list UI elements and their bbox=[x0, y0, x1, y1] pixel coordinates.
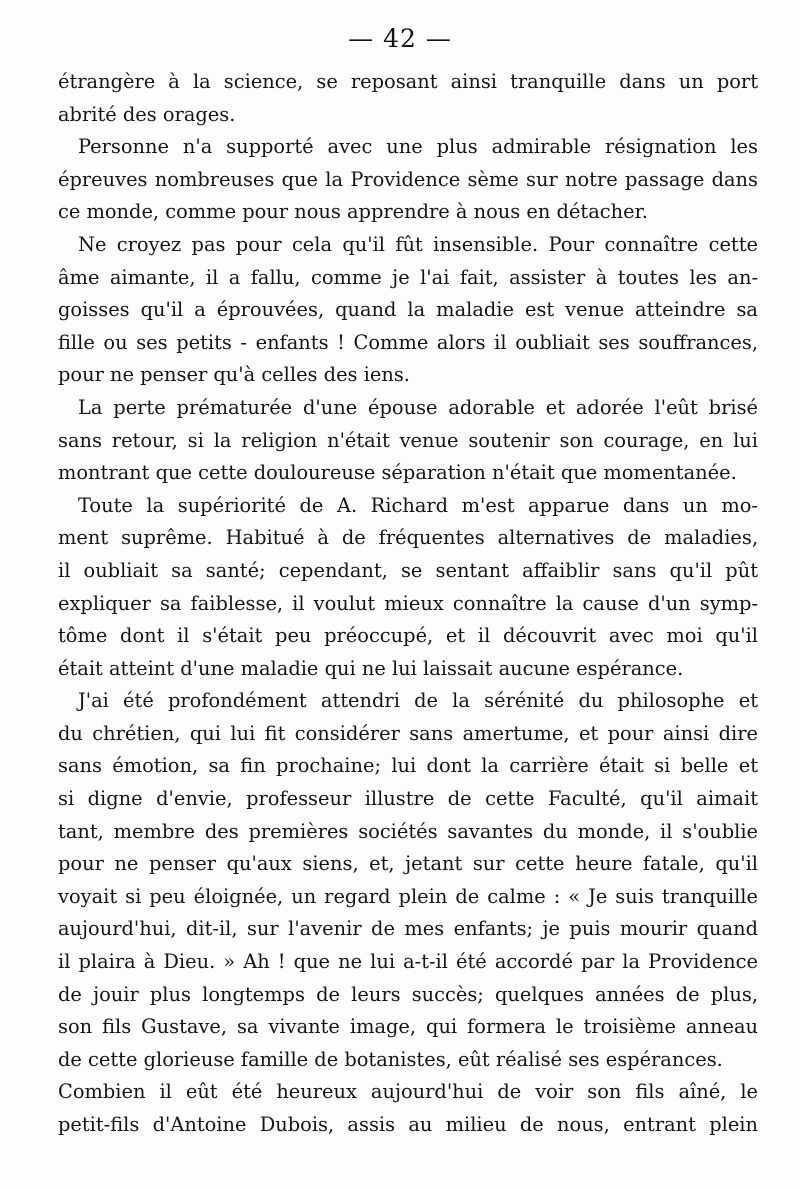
text-line: ment suprême. Habitué à de fréquentes alternatives de maladies, bbox=[58, 526, 758, 550]
text-line: sans émotion, sa fin prochaine; lui dont la carrière était si belle et bbox=[58, 754, 758, 778]
text-line: fille ou ses petits - enfants ! Comme alors il oubliait ses souffrances, bbox=[58, 330, 758, 354]
text-line: pour ne penser qu'aux siens, et, jetant sur cette heure fatale, qu'il bbox=[58, 852, 758, 876]
text-line: était atteint d'une maladie qui ne lui laissait aucune espérance. bbox=[58, 656, 684, 680]
text-line: La perte prématurée d'une épouse adorable et adorée l'eût brisé bbox=[78, 395, 758, 419]
text-line: expliquer sa faiblesse, il voulut mieux connaître la cause d'un symp- bbox=[58, 591, 758, 615]
text-line: du chrétien, qui lui fit considérer sans amertume, et pour ainsi dire bbox=[58, 721, 758, 745]
text-line: J'ai été profondément attendri de la sérénité du philosophe et bbox=[78, 689, 758, 713]
text-line: son fils Gustave, sa vivante image, qui formera le troisième anneau bbox=[58, 1015, 758, 1039]
text-line: goisses qu'il a éprouvées, quand la maladie est venue atteindre sa bbox=[58, 298, 758, 322]
text-line: Toute la supériorité de A. Richard m'est apparue dans un mo- bbox=[78, 493, 758, 517]
text-line: de jouir plus longtemps de leurs succès; quelques années de plus, bbox=[58, 982, 758, 1006]
text-line: Combien il eût été heureux aujourd'hui de voir son fils aîné, le bbox=[58, 1080, 758, 1104]
text-line: Personne n'a supporté avec une plus admirable résignation les bbox=[78, 135, 758, 159]
text-line: tôme dont il s'était peu préoccupé, et il découvrit avec moi qu'il bbox=[58, 624, 758, 648]
text-line: de cette glorieuse famille de botanistes, eût réalisé ses espérances. bbox=[58, 1047, 723, 1071]
text-line: étrangère à la science, se reposant ainsi tranquille dans un port bbox=[58, 70, 758, 93]
text-line: il plaira à Dieu. » Ah ! que ne lui a-t-il été accordé par la Providence bbox=[58, 950, 758, 974]
text-line: si digne d'envie, professeur illustre de cette Faculté, qu'il aimait bbox=[58, 787, 758, 811]
text-line: petit-fils d'Antoine Dubois, assis au milieu de nous, entrant plein bbox=[58, 1113, 758, 1136]
text-line: il oubliait sa santé; cependant, se sentant affaiblir sans qu'il pût bbox=[58, 558, 758, 582]
body-text bbox=[58, 66, 758, 1142]
text-line: épreuves nombreuses que la Providence sème sur notre passage dans bbox=[58, 167, 758, 191]
text-line: aujourd'hui, dit-il, sur l'avenir de mes enfants; je puis mourir quand bbox=[58, 917, 758, 941]
page-number: — 42 — bbox=[348, 24, 452, 53]
text-line: âme aimante, il a fallu, comme je l'ai fait, assister à toutes les an- bbox=[58, 265, 758, 289]
text-line: montrant que cette douloureuse séparation n'était que momentanée. bbox=[58, 461, 737, 485]
text-line: tant, membre des premières sociétés savantes du monde, il s'oublie bbox=[58, 819, 758, 843]
text-line: voyait si peu éloignée, un regard plein de calme : « Je suis tranquille bbox=[58, 884, 758, 908]
text-line: pour ne penser qu'à celles des iens. bbox=[58, 363, 410, 387]
text-line: sans retour, si la religion n'était venue soutenir son courage, en lui bbox=[58, 428, 758, 452]
text-line: ce monde, comme pour nous apprendre à nous en détacher. bbox=[58, 200, 648, 224]
text-line: abrité des orages. bbox=[58, 102, 236, 126]
text-line: Ne croyez pas pour cela qu'il fût insensible. Pour connaître cette bbox=[78, 232, 758, 256]
